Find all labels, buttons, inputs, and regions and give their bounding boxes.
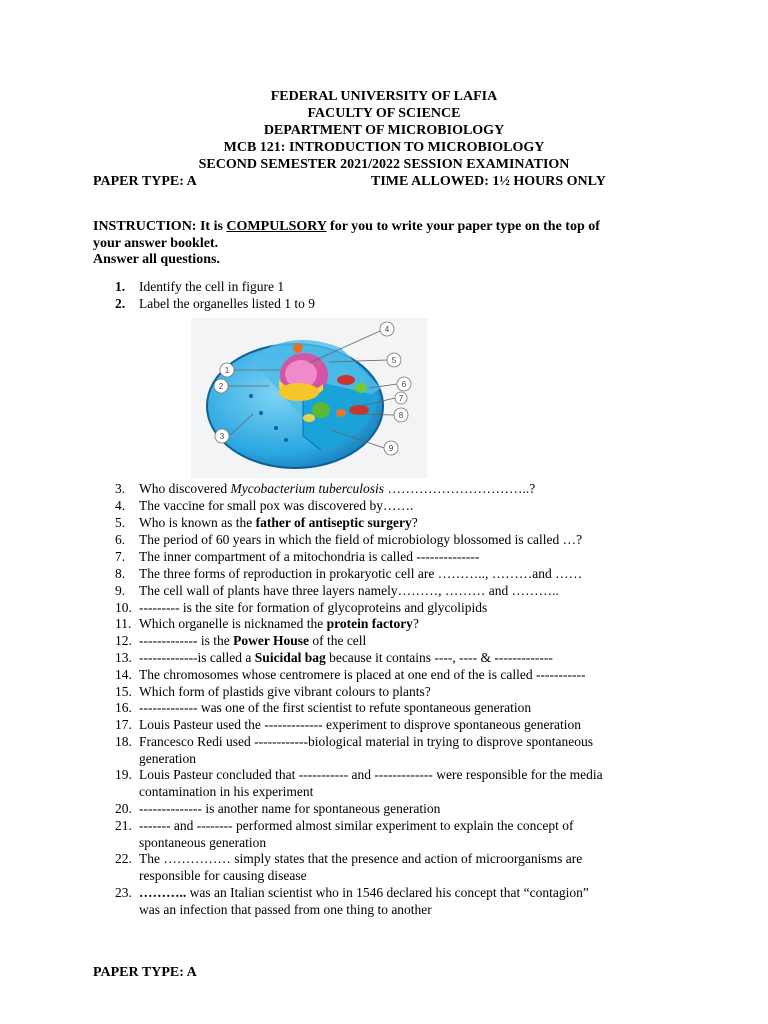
question-number: 7.: [115, 549, 126, 564]
exam-session: SECOND SEMESTER 2021/2022 SESSION EXAMINATION: [198, 157, 570, 172]
question-continuation: responsible for causing disease: [139, 868, 307, 883]
question-number: 10.: [115, 600, 132, 615]
paper-type-footer: PAPER TYPE: A: [93, 965, 197, 980]
question-number: 12.: [115, 633, 132, 648]
question-number: 15.: [115, 684, 132, 699]
question-text: ……….. was an Italian scientist who in 1546 declared his concept that “contagion”: [139, 885, 589, 900]
question-number: 14.: [115, 667, 132, 682]
figure-label: 2: [218, 382, 224, 391]
question-text: The …………… simply states that the presence and action of microorganisms are: [139, 851, 583, 866]
question-number: 9.: [115, 583, 126, 598]
faculty-name: FACULTY OF SCIENCE: [307, 106, 461, 121]
question-number: 8.: [115, 566, 126, 581]
question-number: 5.: [115, 515, 126, 530]
cell-figure: [191, 318, 427, 478]
question-number: 18.: [115, 734, 132, 749]
question-number: 16.: [115, 700, 132, 715]
instruction-line-3: Answer all questions.: [93, 252, 220, 267]
question-number: 6.: [115, 532, 126, 547]
question-text: Label the organelles listed 1 to 9: [139, 296, 315, 311]
figure-label: 5: [391, 356, 397, 365]
question-text: Who discovered Mycobacterium tuberculosis …………………………..?: [139, 481, 536, 496]
figure-label: 4: [384, 325, 390, 334]
figure-label: 3: [219, 432, 225, 441]
question-continuation: spontaneous generation: [139, 835, 267, 850]
question-text: -------------is called a Suicidal bag because it contains ----, ---- & -------------: [139, 650, 553, 665]
question-number: 3.: [115, 481, 126, 496]
animal-cell-diagram: [191, 318, 427, 478]
question-continuation: contamination in his experiment: [139, 784, 314, 799]
figure-label: 8: [398, 411, 404, 420]
department-name: DEPARTMENT OF MICROBIOLOGY: [263, 123, 505, 138]
question-text: Which organelle is nicknamed the protein factory?: [139, 616, 419, 631]
question-continuation: was an infection that passed from one thing to another: [139, 902, 432, 917]
figure-label: 6: [401, 380, 407, 389]
question-number: 17.: [115, 717, 132, 732]
instruction-prefix: INSTRUCTION: It is: [93, 219, 227, 234]
question-number: 23.: [115, 885, 132, 900]
university-name: FEDERAL UNIVERSITY OF LAFIA: [270, 89, 498, 104]
question-text: Francesco Redi used ------------biological material in trying to disprove spontaneous: [139, 734, 593, 749]
course-title: MCB 121: INTRODUCTION TO MICROBIOLOGY: [223, 140, 545, 155]
question-text: ------------- is the Power House of the cell: [139, 633, 367, 648]
question-number: 19.: [115, 767, 132, 782]
question-number: 22.: [115, 851, 132, 866]
question-text: Which form of plastids give vibrant colours to plants?: [139, 684, 431, 699]
question-number: 4.: [115, 498, 126, 513]
question-text: Louis Pasteur concluded that ----------- and ------------- were responsible for the media: [139, 767, 603, 782]
question-text: The period of 60 years in which the field of microbiology blossomed is called …?: [139, 532, 583, 547]
question-number: 2.: [115, 296, 126, 311]
question-number: 13.: [115, 650, 132, 665]
question-text: The vaccine for small pox was discovered by…….: [139, 498, 414, 513]
instruction-suffix: for you to write your paper type on the top of: [326, 219, 600, 234]
question-text: The three forms of reproduction in prokaryotic cell are ……….., ………and ……: [139, 566, 583, 581]
question-text: Identify the cell in figure 1: [139, 279, 285, 294]
question-text: ------------- was one of the first scientist to refute spontaneous generation: [139, 700, 532, 715]
instruction-line-1: [93, 218, 600, 235]
question-number: 11.: [115, 616, 132, 631]
question-number: 21.: [115, 818, 132, 833]
question-text: The inner compartment of a mitochondria is called --------------: [139, 549, 480, 564]
question-text: Who is known as the father of antiseptic surgery?: [139, 515, 418, 530]
question-text: The cell wall of plants have three layers namely………, ……… and ………..: [139, 583, 559, 598]
paper-type-header: PAPER TYPE: A: [93, 174, 197, 189]
question-continuation: generation: [139, 751, 196, 766]
time-allowed: TIME ALLOWED: 1½ HOURS ONLY: [371, 174, 606, 189]
figure-label: 7: [398, 394, 404, 403]
question-text: Louis Pasteur used the ------------- experiment to disprove spontaneous generation: [139, 717, 581, 732]
question-number: 1.: [115, 279, 126, 294]
instruction-line-2: your answer booklet.: [93, 236, 219, 251]
question-text: The chromosomes whose centromere is placed at one end of the is called -----------: [139, 667, 586, 682]
question-text: --------- is the site for formation of glycoproteins and glycolipids: [139, 600, 488, 615]
question-number: 20.: [115, 801, 132, 816]
figure-label: 1: [224, 366, 230, 375]
question-text: ------- and -------- performed almost similar experiment to explain the concept of: [139, 818, 574, 833]
question-text: -------------- is another name for spontaneous generation: [139, 801, 441, 816]
instruction-emphasis: COMPULSORY: [226, 219, 327, 234]
figure-label: 9: [388, 444, 394, 453]
